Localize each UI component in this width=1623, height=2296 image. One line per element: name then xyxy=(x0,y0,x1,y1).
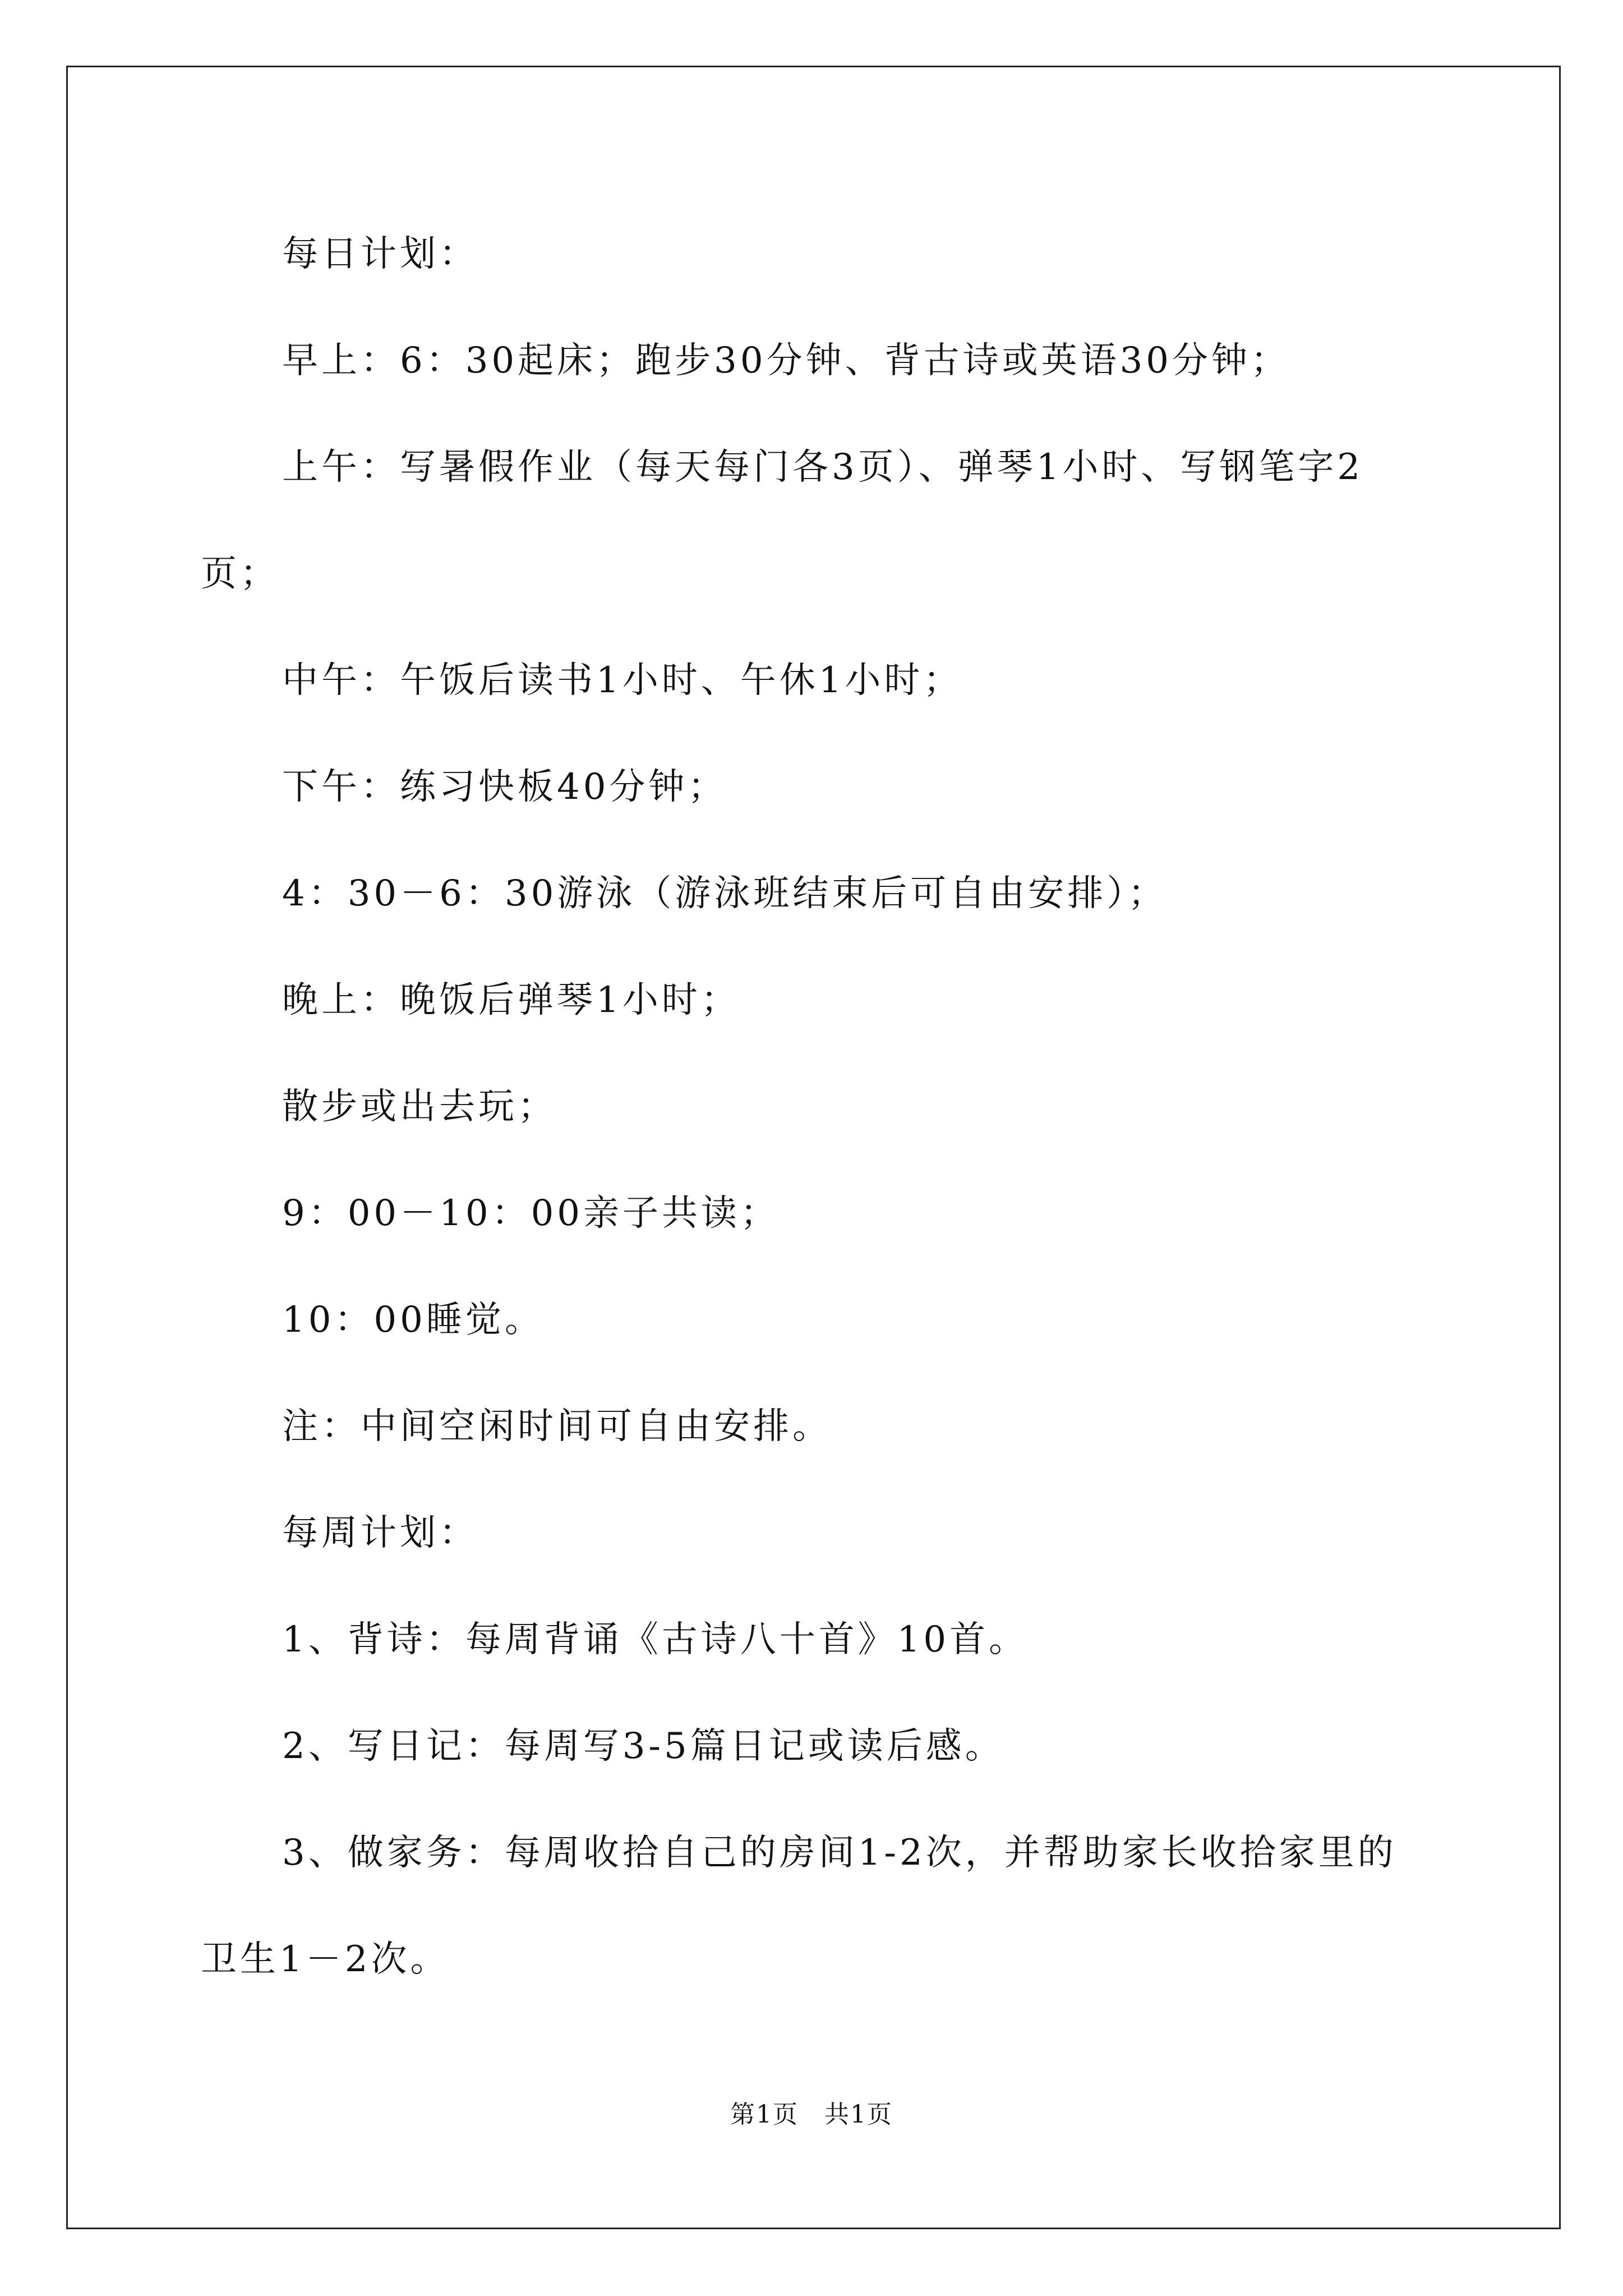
text-line: 下午：练习快板40分钟； xyxy=(282,766,727,808)
text-line: 10：00睡觉。 xyxy=(282,1299,544,1341)
text-line: 3、做家务：每周收拾自己的房间1-2次，并帮助家长收拾家里的 xyxy=(282,1832,1397,1874)
text-line: 散步或出去玩； xyxy=(282,1086,557,1128)
text-line: 早上：6：30起床；跑步30分钟、背古诗或英语30分钟； xyxy=(282,340,1290,381)
text-line: 每周计划： xyxy=(282,1512,478,1554)
text-line: 页； xyxy=(201,553,279,595)
page-border xyxy=(66,66,1561,2229)
text-line: 1、背诗：每周背诵《古诗八十首》10首。 xyxy=(282,1619,1029,1660)
text-line: 每日计划： xyxy=(282,233,478,275)
text-line: 9：00－10：00亲子共读； xyxy=(282,1193,780,1234)
text-line: 卫生1－2次。 xyxy=(201,1939,450,1980)
text-line: 上午：写暑假作业（每天每门各3页）、弹琴1小时、写钢笔字2 xyxy=(282,447,1364,488)
text-line: 4：30－6：30游泳（游泳班结束后可自由安排）； xyxy=(282,873,1168,914)
text-line: 2、写日记：每周写3-5篇日记或读后感。 xyxy=(282,1726,1004,1767)
text-line: 晚上：晚饭后弹琴1小时； xyxy=(282,979,740,1021)
text-line: 中午：午饭后读书1小时、午休1小时； xyxy=(282,660,963,701)
page-footer: 第1页 共1页 xyxy=(730,2100,893,2129)
text-line: 注：中间空闲时间可自由安排。 xyxy=(282,1406,832,1447)
